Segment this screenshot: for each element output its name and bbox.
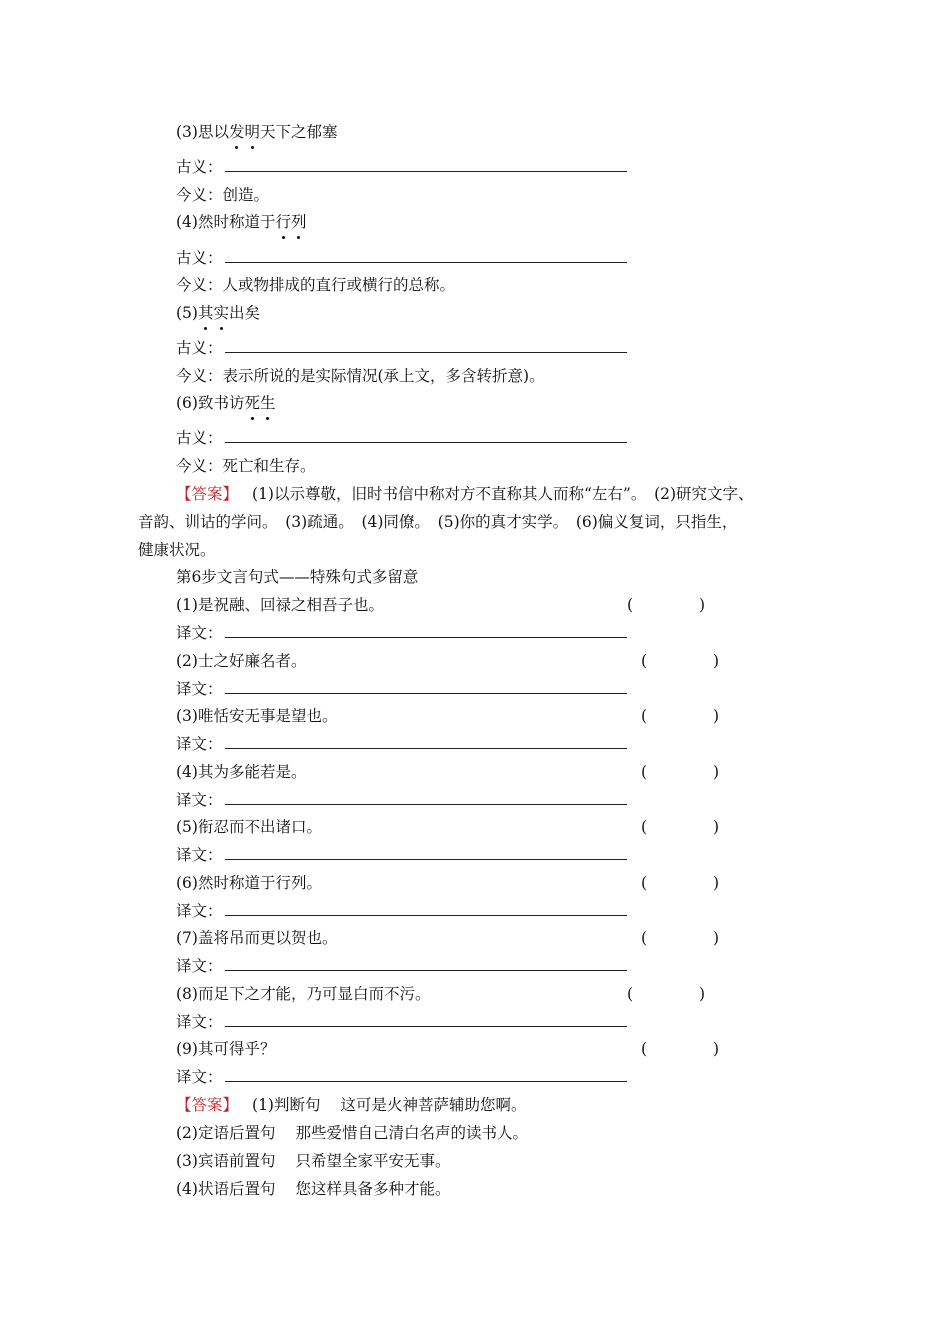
answer-2-line-1: 【答案】 (1)判断句 这可是火神菩萨辅助您啊。 bbox=[176, 1096, 527, 1114]
item-5-sentence: (5)其实出矣 bbox=[176, 304, 261, 322]
translation-line-5: 译文： bbox=[176, 845, 627, 865]
sentence-item-3: (3)唯恬安无事是望也。 bbox=[176, 707, 338, 725]
item-5-ancient-meaning: 古义： bbox=[176, 338, 627, 358]
answer-blank[interactable] bbox=[225, 1069, 627, 1082]
paren-close: ) bbox=[713, 1040, 720, 1058]
translation-line-8: 译文： bbox=[176, 1012, 627, 1032]
emphasis-char: 明 bbox=[244, 123, 260, 141]
answer-2-line-3: (3)宾语前置句 只希望全家平安无事。 bbox=[176, 1152, 451, 1170]
emphasis-char: 发 bbox=[228, 123, 245, 141]
item-5-modern-meaning: 今义：表示所说的是实际情况(承上文，多含转折意)。 bbox=[176, 367, 545, 385]
item-6-ancient-meaning: 古义： bbox=[176, 428, 627, 448]
paren-open: ( bbox=[627, 985, 634, 1003]
sentence-item-9: (9)其可得乎？ bbox=[176, 1040, 276, 1058]
emphasis-char: 列 bbox=[290, 213, 307, 231]
answer-blank[interactable] bbox=[225, 340, 627, 353]
paren-close: ) bbox=[699, 985, 706, 1003]
answer-blank[interactable] bbox=[225, 625, 627, 638]
answer-blank[interactable] bbox=[225, 958, 627, 971]
translation-line-9: 译文： bbox=[176, 1067, 627, 1087]
paren-close: ) bbox=[699, 596, 706, 614]
sentence-item-7: (7)盖将吊而更以贺也。 bbox=[176, 929, 338, 947]
answer-tag: 【答案】 bbox=[176, 485, 239, 503]
paren-close: ) bbox=[713, 929, 720, 947]
answer-blank[interactable] bbox=[225, 792, 627, 805]
answer-2-line-4: (4)状语后置句 您这样具备多种才能。 bbox=[176, 1180, 451, 1198]
sentence-item-2: (2)士之好廉名者。 bbox=[176, 652, 307, 670]
paren-open: ( bbox=[641, 929, 648, 947]
answer-blank[interactable] bbox=[225, 159, 627, 172]
answer-blank[interactable] bbox=[225, 430, 627, 443]
answer-tag: 【答案】 bbox=[176, 1096, 239, 1114]
emphasis-char: 死 bbox=[244, 394, 260, 412]
answer-1-line-1: 【答案】 (1)以示尊敬，旧时书信中称对方不直称其人而称“左右”。 (2)研究文字、 bbox=[176, 485, 754, 503]
sentence-item-1: (1)是祝融、回禄之相吾子也。 bbox=[176, 596, 384, 614]
item-6-sentence: (6)致书访死生 bbox=[176, 394, 276, 412]
translation-line-1: 译文： bbox=[176, 623, 627, 643]
paren-open: ( bbox=[641, 763, 648, 781]
section-6-title: 第6步文言句式——特殊句式多留意 bbox=[176, 568, 419, 586]
sentence-item-4: (4)其为多能若是。 bbox=[176, 763, 307, 781]
translation-line-7: 译文： bbox=[176, 956, 627, 976]
answer-blank[interactable] bbox=[225, 736, 627, 749]
answer-2-line-2: (2)定语后置句 那些爱惜自己清白名声的读书人。 bbox=[176, 1124, 528, 1142]
sentence-item-5: (5)衔忍而不出诸口。 bbox=[176, 818, 322, 836]
emphasis-char: 实 bbox=[213, 304, 229, 322]
paren-close: ) bbox=[713, 707, 720, 725]
translation-line-4: 译文： bbox=[176, 790, 627, 810]
emphasis-char: 其 bbox=[197, 304, 214, 322]
answer-blank[interactable] bbox=[225, 847, 627, 860]
emphasis-char: 生 bbox=[259, 394, 276, 412]
answer-blank[interactable] bbox=[225, 903, 627, 916]
item-4-ancient-meaning: 古义： bbox=[176, 248, 627, 268]
answer-blank[interactable] bbox=[225, 250, 627, 263]
item-6-modern-meaning: 今义：死亡和生存。 bbox=[176, 457, 316, 475]
sentence-item-8: (8)而足下之才能，乃可显白而不污。 bbox=[176, 985, 431, 1003]
translation-line-2: 译文： bbox=[176, 679, 627, 699]
paren-close: ) bbox=[713, 874, 720, 892]
translation-line-3: 译文： bbox=[176, 734, 627, 754]
paren-open: ( bbox=[641, 818, 648, 836]
item-3-modern-meaning: 今义：创造。 bbox=[176, 186, 270, 204]
paren-close: ) bbox=[713, 763, 720, 781]
answer-1-line-3: 健康状况。 bbox=[138, 541, 216, 559]
item-4-modern-meaning: 今义：人或物排成的直行或横行的总称。 bbox=[176, 276, 456, 294]
answer-blank[interactable] bbox=[225, 1014, 627, 1027]
paren-open: ( bbox=[641, 707, 648, 725]
translation-line-6: 译文： bbox=[176, 901, 627, 921]
answer-1-line-2: 音韵、训诂的学问。 (3)疏通。 (4)同僚。 (5)你的真才实学。 (6)偏义复词，只指生， bbox=[138, 513, 738, 531]
item-4-sentence: (4)然时称道于行列 bbox=[176, 213, 307, 231]
item-3-sentence: (3)思以发明天下之郁塞 bbox=[176, 123, 338, 141]
paren-open: ( bbox=[641, 1040, 648, 1058]
paren-close: ) bbox=[713, 818, 720, 836]
paren-close: ) bbox=[713, 652, 720, 670]
emphasis-char: 行 bbox=[275, 213, 291, 231]
sentence-item-6: (6)然时称道于行列。 bbox=[176, 874, 322, 892]
paren-open: ( bbox=[641, 874, 648, 892]
paren-open: ( bbox=[627, 596, 634, 614]
paren-open: ( bbox=[641, 652, 648, 670]
answer-blank[interactable] bbox=[225, 681, 627, 694]
item-3-ancient-meaning: 古义： bbox=[176, 157, 627, 177]
